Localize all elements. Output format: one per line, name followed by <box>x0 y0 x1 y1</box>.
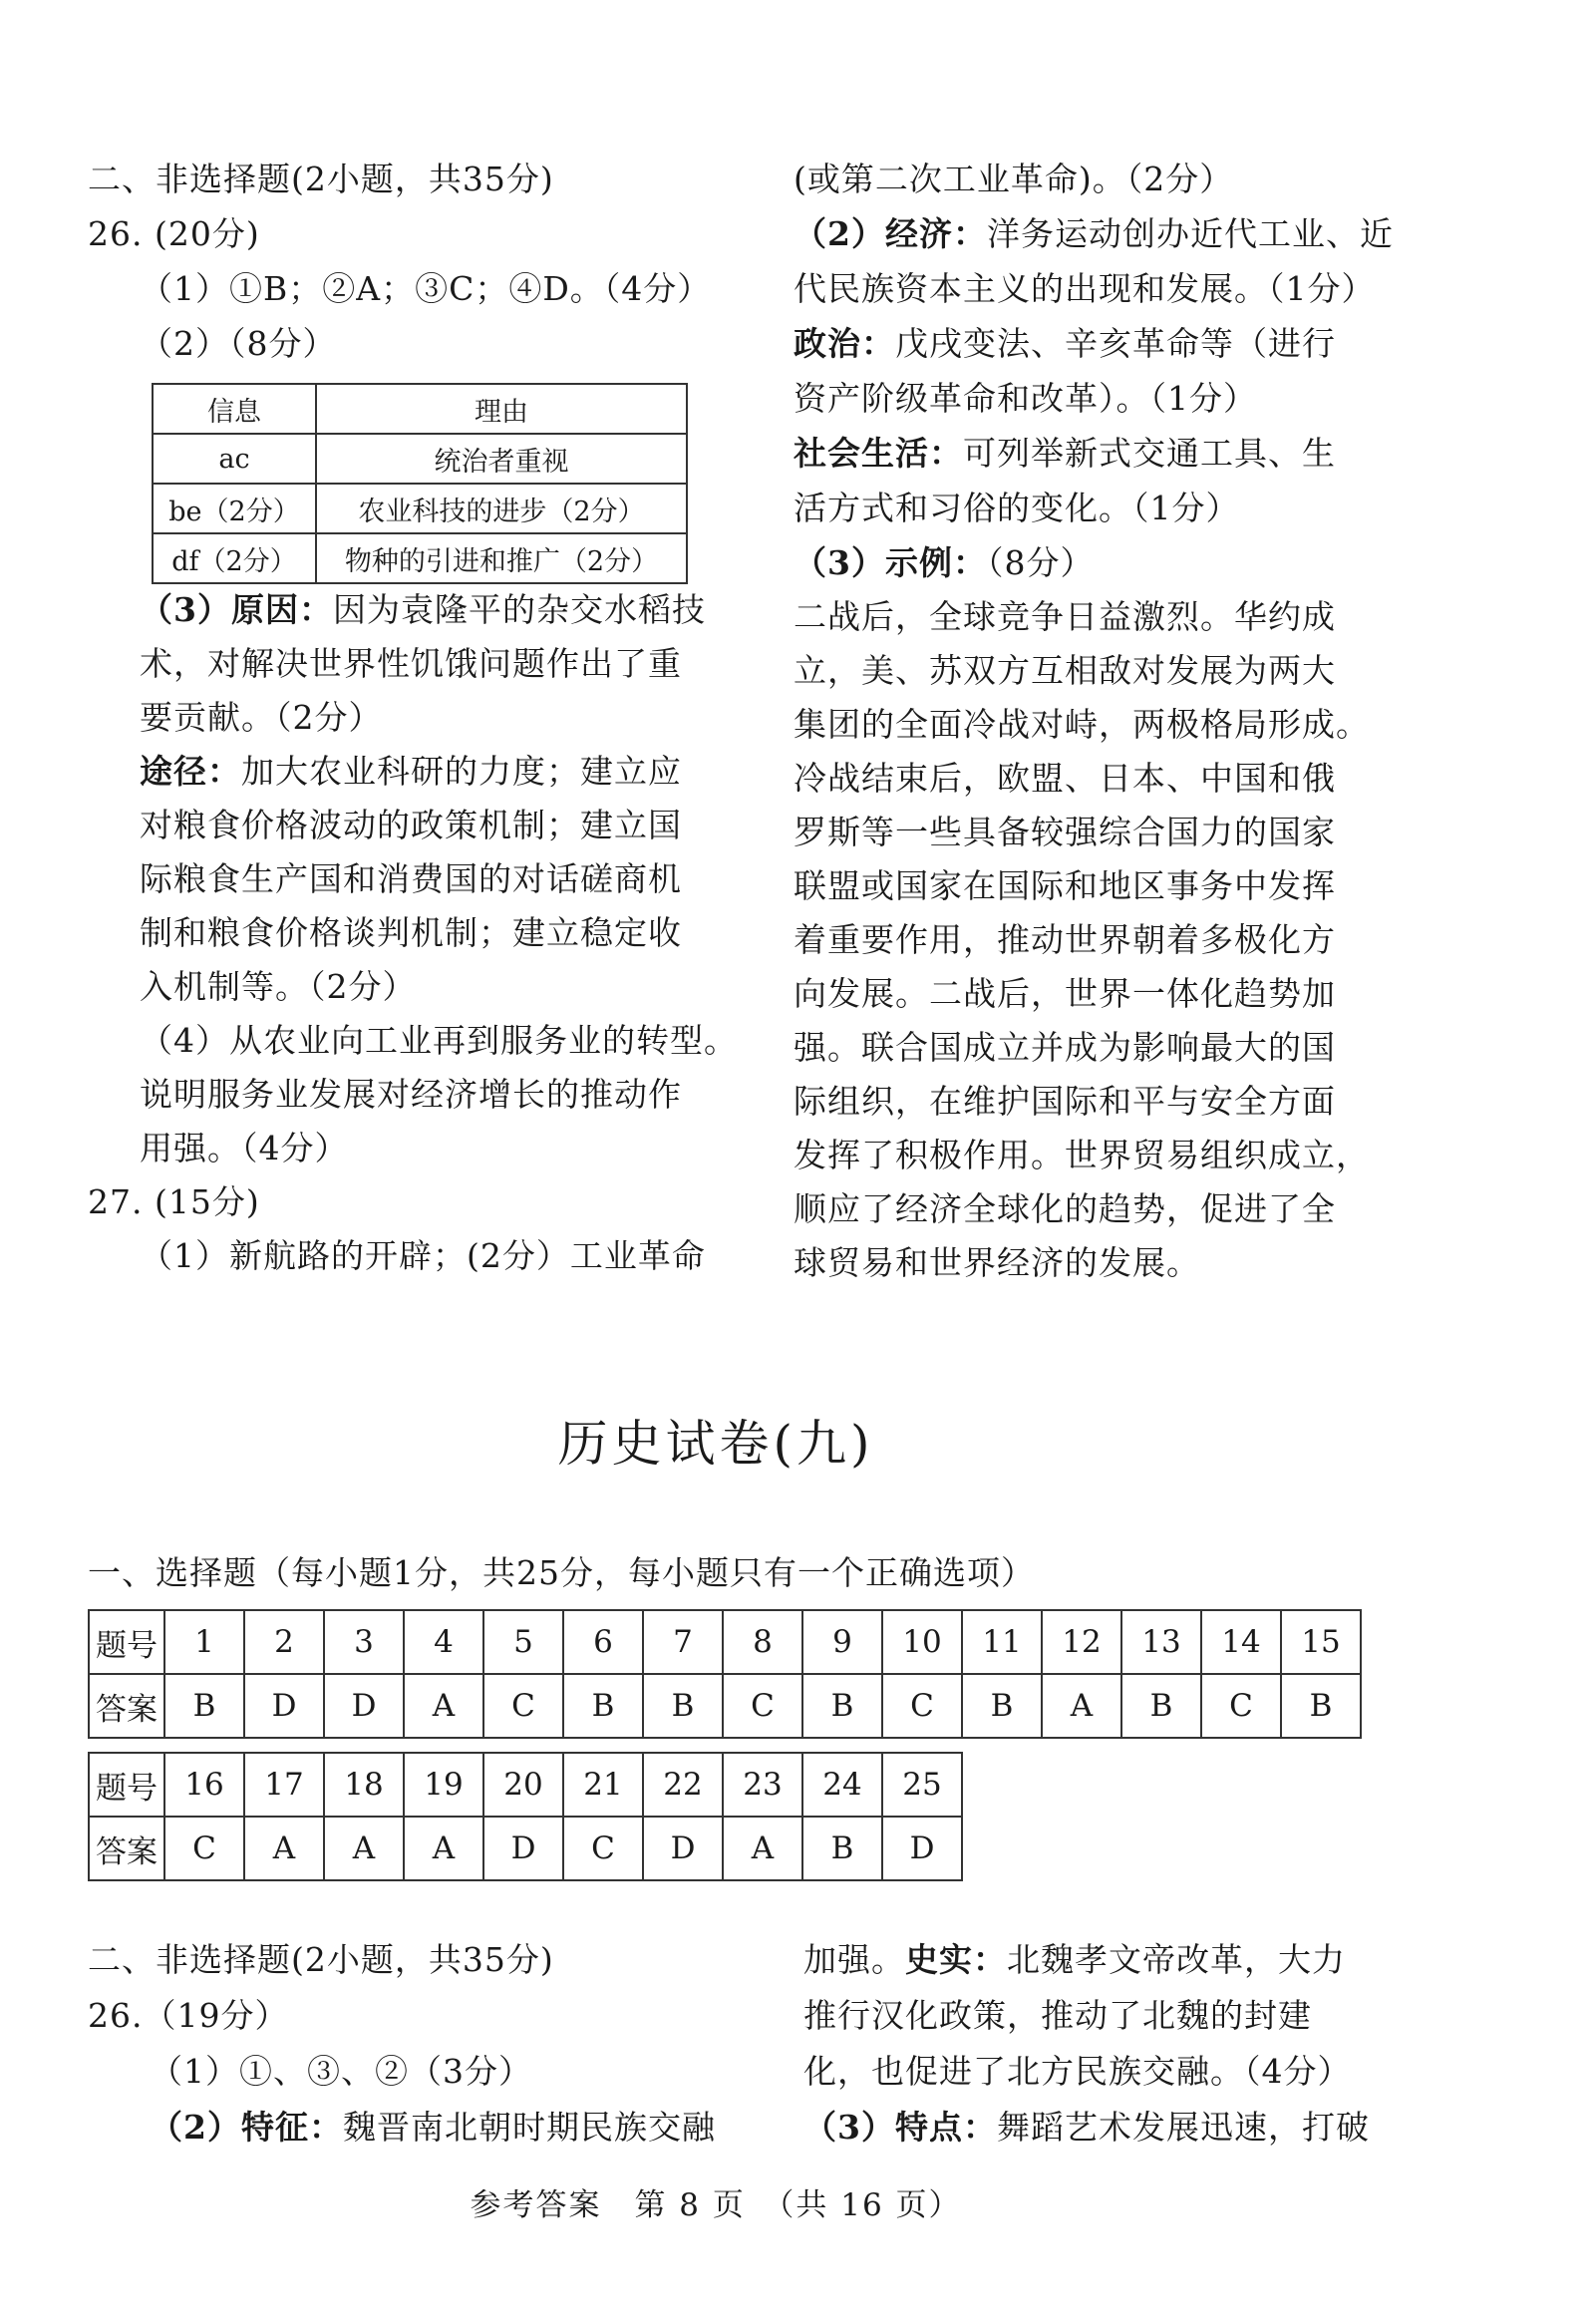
question-number: 12 <box>1042 1610 1121 1674</box>
q27-part1: （1）新航路的开辟；(2分）工业革命 <box>140 1236 706 1275</box>
section-heading-nonchoice-2: 二、非选择题(2小题，共35分) <box>88 1940 554 1979</box>
answer-cell: A <box>1042 1674 1121 1738</box>
q26-part4-line2: 说明服务业发展对经济增长的推动作 <box>140 1075 682 1114</box>
answer-cell: D <box>483 1817 563 1880</box>
number-row <box>89 1753 962 1817</box>
row-label: 题号 <box>89 1610 164 1674</box>
page-footer: 参考答案 第 8 页 （共 16 页） <box>470 2187 962 2223</box>
question-number: 19 <box>404 1753 483 1817</box>
econ-line2: 代民族资本主义的出现和发展。（1分） <box>794 269 1376 308</box>
table-cell: 物种的引进和推广（2分） <box>316 533 687 583</box>
example-line: 集团的全面冷战对峙，两极格局形成。 <box>794 705 1370 744</box>
q26-part3-line1 <box>140 590 706 630</box>
path-line2: 对粮食价格波动的政策机制；建立国 <box>140 806 682 844</box>
example-line: 冷战结束后，欧盟、日本、中国和俄 <box>794 759 1336 798</box>
answer-cell: C <box>1201 1674 1281 1738</box>
answer-cell: A <box>244 1817 324 1880</box>
q26-part3-line3: 要贡献。（2分） <box>140 698 383 737</box>
example-line: 罗斯等一些具备较强综合国力的国家 <box>794 813 1336 851</box>
q26-part1: （1）①B；②A；③C；④D。（4分） <box>140 269 712 308</box>
pol-label: 政治： <box>794 324 895 363</box>
answer-cell: A <box>324 1817 404 1880</box>
example-line: 强。联合国成立并成为影响最大的国 <box>794 1028 1336 1067</box>
q26-part2: （2）（8分） <box>140 324 337 363</box>
question-number: 2 <box>244 1610 324 1674</box>
example-line: 立，美、苏双方互相敌对发展为两大 <box>794 651 1336 690</box>
econ-text: 洋务运动创办近代工业、近 <box>986 214 1394 253</box>
row-label: 答案 <box>89 1817 164 1880</box>
pol-line1 <box>794 324 1336 364</box>
soc-line1 <box>794 434 1336 474</box>
answer-table-1 <box>88 1609 1362 1739</box>
pol-text: 戊戌变法、辛亥革命等（进行 <box>895 324 1336 363</box>
q26-part4-line3: 用强。（4分） <box>140 1129 349 1167</box>
example-line: 际组织，在维护国际和平与安全方面 <box>794 1082 1336 1121</box>
example-label: （3）示例： <box>794 543 987 582</box>
bottom-right-line4 <box>803 2108 1370 2148</box>
answer-cell: C <box>483 1674 563 1738</box>
row-label: 答案 <box>89 1674 164 1738</box>
example-line: 向发展。二战后，世界一体化趋势加 <box>794 974 1336 1013</box>
q26-part4-line1: （4）从农业向工业再到服务业的转型。 <box>140 1021 738 1060</box>
question-number: 23 <box>723 1753 802 1817</box>
question-number: 21 <box>563 1753 643 1817</box>
question-number: 3 <box>324 1610 404 1674</box>
example-heading <box>794 543 1094 583</box>
question-number: 20 <box>483 1753 563 1817</box>
answer-cell: A <box>723 1817 802 1880</box>
example-line: 发挥了积极作用。世界贸易组织成立， <box>794 1136 1370 1174</box>
question-number: 22 <box>643 1753 723 1817</box>
example-line: 球贸易和世界经济的发展。 <box>794 1243 1200 1282</box>
answer-cell: D <box>244 1674 324 1738</box>
pol-line2: 资产阶级革命和改革）。（1分） <box>794 379 1257 418</box>
answer-cell: B <box>1121 1674 1201 1738</box>
info-reason-table <box>152 383 688 584</box>
question-number: 18 <box>324 1753 404 1817</box>
path-line5: 入机制等。（2分） <box>140 967 417 1006</box>
reason-text: 因为袁隆平的杂交水稻技 <box>332 590 706 629</box>
question-number: 16 <box>164 1753 244 1817</box>
example-score: （8分） <box>986 543 1095 582</box>
question-number: 9 <box>802 1610 882 1674</box>
table-header-cell: 理由 <box>316 384 687 434</box>
answer-row <box>89 1817 962 1880</box>
q26-heading-2: 26.（19分） <box>88 1996 289 2035</box>
question-number: 4 <box>404 1610 483 1674</box>
answer-cell: A <box>404 1674 483 1738</box>
reason-label: （3）原因： <box>140 590 333 629</box>
question-number: 25 <box>882 1753 962 1817</box>
answer-table-2 <box>88 1752 963 1881</box>
answer-cell: D <box>324 1674 404 1738</box>
answer-cell: B <box>962 1674 1042 1738</box>
path-line4: 制和粮食价格谈判机制；建立稳定收 <box>140 913 682 952</box>
path-line1 <box>140 752 682 792</box>
number-row <box>89 1610 1361 1674</box>
question-number: 10 <box>882 1610 962 1674</box>
example-line: 着重要作用，推动世界朝着多极化方 <box>794 920 1336 959</box>
question-number: 24 <box>802 1753 882 1817</box>
table-cell: be（2分） <box>153 484 316 533</box>
table-header-row <box>153 384 687 434</box>
question-number: 6 <box>563 1610 643 1674</box>
q27-heading: 27. (15分) <box>88 1182 260 1221</box>
answer-cell: B <box>802 1817 882 1880</box>
answer-cell: B <box>802 1674 882 1738</box>
econ-line1 <box>794 214 1394 254</box>
question-number: 17 <box>244 1753 324 1817</box>
choice-heading: 一、选择题（每小题1分，共25分，每小题只有一个正确选项） <box>88 1553 1035 1592</box>
right-line1: (或第二次工业革命)。（2分） <box>794 160 1234 198</box>
table-cell: df（2分） <box>153 533 316 583</box>
answer-cell: C <box>164 1817 244 1880</box>
question-number: 15 <box>1281 1610 1361 1674</box>
question-number: 1 <box>164 1610 244 1674</box>
answer-cell: C <box>563 1817 643 1880</box>
question-number: 7 <box>643 1610 723 1674</box>
feature-label: （2）特征： <box>150 2108 343 2147</box>
exam-title: 历史试卷(九) <box>557 1415 874 1473</box>
table-row <box>153 533 687 583</box>
answer-cell: C <box>723 1674 802 1738</box>
path-text: 加大农业科研的力度；建立应 <box>241 752 682 791</box>
fact-label: 史实： <box>905 1940 1007 1979</box>
answer-row <box>89 1674 1361 1738</box>
answer-cell: A <box>404 1817 483 1880</box>
table-row <box>153 434 687 484</box>
answer-cell: B <box>563 1674 643 1738</box>
feature-text: 魏晋南北朝时期民族交融 <box>342 2108 716 2147</box>
example-line: 顺应了经济全球化的趋势，促进了全 <box>794 1189 1336 1228</box>
path-label: 途径： <box>140 752 241 791</box>
characteristic-text: 舞蹈艺术发展迅速，打破 <box>996 2108 1370 2147</box>
answer-cell: D <box>882 1817 962 1880</box>
answer-cell: B <box>164 1674 244 1738</box>
q26-heading: 26. (20分) <box>88 214 260 253</box>
soc-line2: 活方式和习俗的变化。（1分） <box>794 489 1240 527</box>
table-cell: ac <box>153 434 316 484</box>
q26-part3-line2: 术，对解决世界性饥饿问题作出了重 <box>140 644 682 683</box>
example-line: 联盟或国家在国际和地区事务中发挥 <box>794 866 1336 905</box>
fact-text: 北魏孝文帝改革，大力 <box>1007 1940 1346 1979</box>
table-cell: 农业科技的进步（2分） <box>316 484 687 533</box>
path-line3: 际粮食生产国和消费国的对话磋商机 <box>140 859 682 898</box>
bottom-right-line3: 化，也促进了北方民族交融。（4分） <box>803 2052 1352 2091</box>
q26-part1-2: （1）①、③、②（3分） <box>150 2052 532 2091</box>
question-number: 11 <box>962 1610 1042 1674</box>
soc-label: 社会生活： <box>794 434 963 473</box>
answer-cell: B <box>643 1674 723 1738</box>
bottom-right-line1 <box>803 1940 1346 1980</box>
question-number: 5 <box>483 1610 563 1674</box>
section-heading-nonchoice: 二、非选择题(2小题，共35分) <box>88 160 554 198</box>
text-fragment: 加强。 <box>803 1940 905 1979</box>
row-label: 题号 <box>89 1753 164 1817</box>
answer-cell: D <box>643 1817 723 1880</box>
characteristic-label: （3）特点： <box>803 2108 997 2147</box>
bottom-right-line2: 推行汉化政策，推动了北魏的封建 <box>803 1996 1312 2035</box>
q26-part2-2 <box>150 2108 716 2148</box>
answer-cell: B <box>1281 1674 1361 1738</box>
econ-label: （2）经济： <box>794 214 987 253</box>
soc-text: 可列举新式交通工具、生 <box>963 434 1336 473</box>
question-number: 8 <box>723 1610 802 1674</box>
answer-cell: C <box>882 1674 962 1738</box>
question-number: 14 <box>1201 1610 1281 1674</box>
table-header-cell: 信息 <box>153 384 316 434</box>
example-line: 二战后，全球竞争日益激烈。华约成 <box>794 597 1336 636</box>
table-row <box>153 484 687 533</box>
question-number: 13 <box>1121 1610 1201 1674</box>
table-cell: 统治者重视 <box>316 434 687 484</box>
